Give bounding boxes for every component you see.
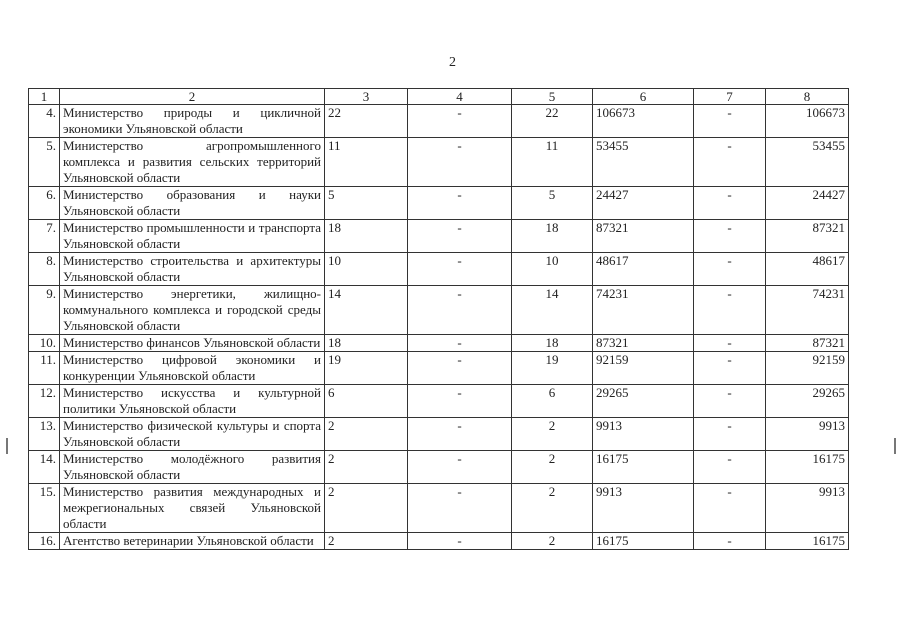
col8-value: 74231 [766,286,849,335]
col3-value: 2 [325,418,408,451]
col5-value: 2 [512,418,593,451]
col8-value: 87321 [766,220,849,253]
col3-value: 2 [325,451,408,484]
col7-value: - [694,451,766,484]
table-row [29,533,849,550]
col3-value: 2 [325,484,408,533]
col8-value: 87321 [766,335,849,352]
col4-value: - [408,138,512,187]
ministry-name: Министерство энергетики, жилищно-коммунального комплекса и городской среды Ульяновской области [60,286,325,335]
header-cell: 7 [694,89,766,105]
table-header-row [29,89,849,105]
row-number: 6. [29,187,60,220]
col5-value: 10 [512,253,593,286]
col8-value: 29265 [766,385,849,418]
ministry-name: Министерство природы и цикличной экономики Ульяновской области [60,105,325,138]
col5-value: 5 [512,187,593,220]
ministry-name: Министерство промышленности и транспорта Ульяновской области [60,220,325,253]
header-cell: 6 [593,89,694,105]
row-number: 9. [29,286,60,335]
ministry-name: Министерство молодёжного развития Ульяновской области [60,451,325,484]
col7-value: - [694,138,766,187]
scan-mark-right [894,438,896,454]
table-row [29,253,849,286]
col7-value: - [694,484,766,533]
header-cell: 5 [512,89,593,105]
col7-value: - [694,418,766,451]
allocation-table [28,88,849,550]
col4-value: - [408,286,512,335]
col8-value: 9913 [766,484,849,533]
col5-value: 6 [512,385,593,418]
col3-value: 5 [325,187,408,220]
table-row [29,335,849,352]
col8-value: 24427 [766,187,849,220]
col5-value: 18 [512,335,593,352]
scan-mark-left [6,438,8,454]
col4-value: - [408,335,512,352]
table-row [29,451,849,484]
col4-value: - [408,385,512,418]
col7-value: - [694,385,766,418]
ministry-name: Министерство финансов Ульяновской области [60,335,325,352]
table-row [29,220,849,253]
table-row [29,418,849,451]
col4-value: - [408,533,512,550]
col7-value: - [694,335,766,352]
col4-value: - [408,418,512,451]
col6-value: 48617 [593,253,694,286]
row-number: 11. [29,352,60,385]
col5-value: 22 [512,105,593,138]
row-number: 16. [29,533,60,550]
col8-value: 16175 [766,451,849,484]
col6-value: 29265 [593,385,694,418]
table-row [29,385,849,418]
table-row [29,105,849,138]
table-row [29,138,849,187]
row-number: 4. [29,105,60,138]
col3-value: 14 [325,286,408,335]
col3-value: 11 [325,138,408,187]
col6-value: 92159 [593,352,694,385]
col3-value: 18 [325,335,408,352]
ministry-name: Министерство развития международных и межрегиональных связей Ульяновской области [60,484,325,533]
col6-value: 24427 [593,187,694,220]
col4-value: - [408,451,512,484]
col6-value: 9913 [593,418,694,451]
col7-value: - [694,253,766,286]
col8-value: 48617 [766,253,849,286]
col8-value: 9913 [766,418,849,451]
col6-value: 16175 [593,451,694,484]
col3-value: 18 [325,220,408,253]
col5-value: 2 [512,533,593,550]
col4-value: - [408,220,512,253]
table-row [29,352,849,385]
row-number: 5. [29,138,60,187]
ministry-name: Министерство искусства и культурной политики Ульяновской области [60,385,325,418]
col6-value: 74231 [593,286,694,335]
col3-value: 22 [325,105,408,138]
col5-value: 18 [512,220,593,253]
table-row [29,187,849,220]
col5-value: 14 [512,286,593,335]
row-number: 7. [29,220,60,253]
col6-value: 106673 [593,105,694,138]
page-number: 2 [449,55,456,70]
col5-value: 11 [512,138,593,187]
row-number: 14. [29,451,60,484]
row-number: 10. [29,335,60,352]
col6-value: 87321 [593,335,694,352]
col4-value: - [408,484,512,533]
ministry-name: Министерство физической культуры и спорта Ульяновской области [60,418,325,451]
col3-value: 2 [325,533,408,550]
col4-value: - [408,105,512,138]
col3-value: 10 [325,253,408,286]
row-number: 12. [29,385,60,418]
col8-value: 106673 [766,105,849,138]
col6-value: 9913 [593,484,694,533]
header-cell: 1 [29,89,60,105]
header-cell: 2 [60,89,325,105]
col5-value: 2 [512,484,593,533]
col7-value: - [694,533,766,550]
col4-value: - [408,253,512,286]
ministry-name: Министерство агропромышленного комплекса и развития сельских территорий Ульяновской области [60,138,325,187]
ministry-name: Министерство образования и науки Ульяновской области [60,187,325,220]
header-cell: 4 [408,89,512,105]
col6-value: 53455 [593,138,694,187]
ministry-name: Министерство строительства и архитектуры Ульяновской области [60,253,325,286]
col4-value: - [408,352,512,385]
col7-value: - [694,220,766,253]
col3-value: 19 [325,352,408,385]
col7-value: - [694,105,766,138]
col3-value: 6 [325,385,408,418]
table-row [29,484,849,533]
col5-value: 19 [512,352,593,385]
header-cell: 3 [325,89,408,105]
col4-value: - [408,187,512,220]
col7-value: - [694,187,766,220]
col8-value: 16175 [766,533,849,550]
row-number: 13. [29,418,60,451]
col6-value: 87321 [593,220,694,253]
col8-value: 92159 [766,352,849,385]
col7-value: - [694,286,766,335]
col8-value: 53455 [766,138,849,187]
row-number: 8. [29,253,60,286]
col6-value: 16175 [593,533,694,550]
col7-value: - [694,352,766,385]
table-row [29,286,849,335]
row-number: 15. [29,484,60,533]
ministry-name: Агентство ветеринарии Ульяновской области [60,533,325,550]
col5-value: 2 [512,451,593,484]
header-cell: 8 [766,89,849,105]
ministry-name: Министерство цифровой экономики и конкуренции Ульяновской области [60,352,325,385]
